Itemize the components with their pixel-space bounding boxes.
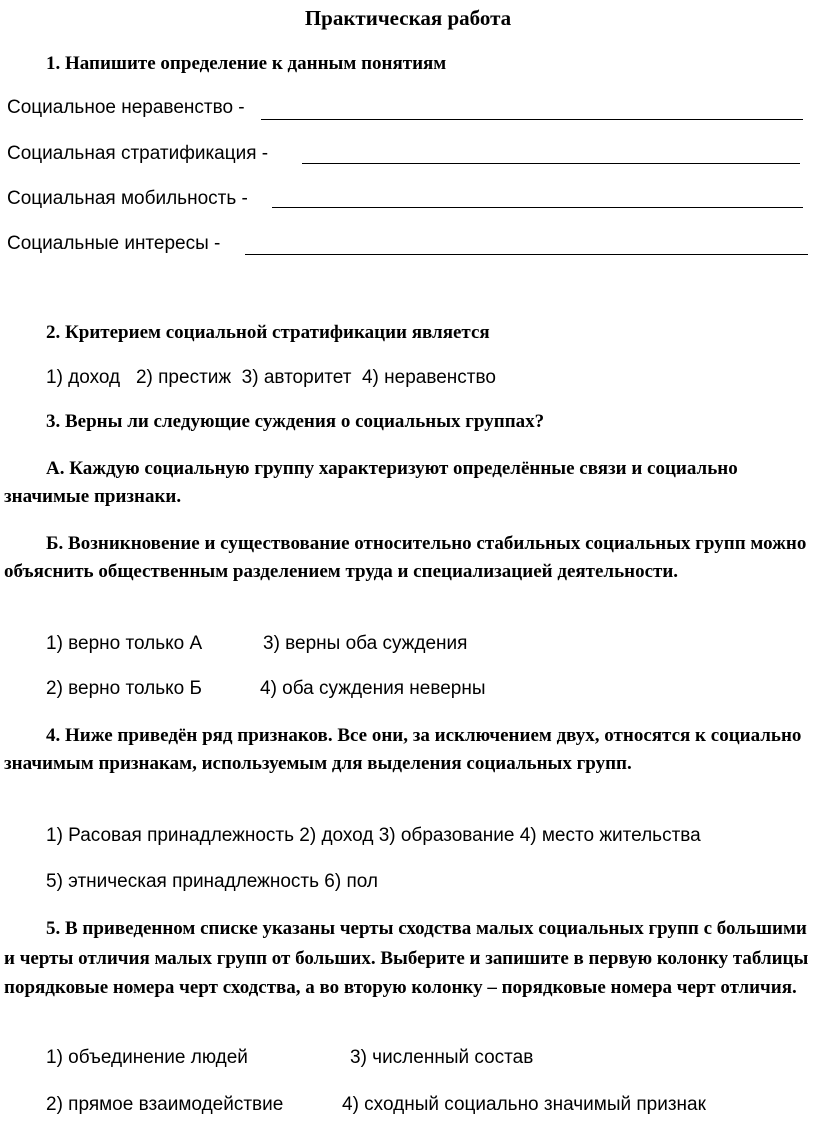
question-5-option-2: 2) прямое взаимодействие	[46, 1094, 284, 1115]
answer-line-4[interactable]	[245, 254, 808, 255]
question-5-heading	[4, 914, 816, 1003]
term-social-mobility: Социальная мобильность -	[7, 188, 248, 209]
term-social-inequality: Социальное неравенство -	[7, 97, 245, 118]
term-social-stratification: Социальная стратификация -	[7, 143, 269, 164]
question-5-option-4: 4) сходный социально значимый признак	[342, 1094, 706, 1115]
question-5-heading-text: 5. В приведенном списке указаны черты сходства малых социальных групп с большими и черты отличия малых групп от больших. Выберите и запишите в первую колонку таблицы порядковые номера черт сходства, а во вторую колонку – порядковые номера черт отличия.	[4, 918, 809, 998]
question-3-option-4: 4) оба суждения неверны	[260, 678, 486, 699]
question-2-heading: 2. Критерием социальной стратификации является	[46, 322, 490, 343]
answer-line-1[interactable]	[261, 119, 803, 120]
question-1-heading: 1. Напишите определение к данным понятиям	[46, 53, 447, 74]
page-title: Практическая работа	[304, 6, 512, 30]
question-3-option-3: 3) верны оба суждения	[263, 633, 468, 654]
answer-line-2[interactable]	[302, 163, 800, 164]
term-social-interests: Социальные интересы -	[7, 233, 221, 254]
answer-line-3[interactable]	[272, 207, 803, 208]
question-4-heading	[4, 722, 816, 778]
question-4-options-line-1: 1) Расовая принадлежность 2) доход 3) образование 4) место жительства	[46, 825, 701, 846]
question-2-options: 1) доход 2) престиж 3) авторитет 4) неравенство	[46, 367, 496, 388]
statement-b	[4, 530, 816, 586]
question-4-heading-text: 4. Ниже приведён ряд признаков. Все они, за исключением двух, относятся к социально значимым признакам, используемым для выделения социальных групп.	[4, 725, 802, 774]
statement-b-text: Б. Возникновение и существование относительно стабильных социальных групп можно объяснить общественным разделением труда и специализацией деятельности.	[4, 533, 807, 582]
statement-a-text: А. Каждую социальную группу характеризуют определённые связи и социально значимые признаки.	[4, 458, 738, 507]
question-5-option-3: 3) численный состав	[350, 1047, 534, 1068]
question-5-option-1: 1) объединение людей	[46, 1047, 248, 1068]
question-4-options-line-2: 5) этническая принадлежность 6) пол	[46, 871, 378, 892]
question-3-option-1: 1) верно только А	[46, 633, 203, 654]
question-3-option-2: 2) верно только Б	[46, 678, 202, 699]
statement-a	[4, 455, 816, 511]
question-3-heading: 3. Верны ли следующие суждения о социальных группах?	[46, 411, 545, 432]
